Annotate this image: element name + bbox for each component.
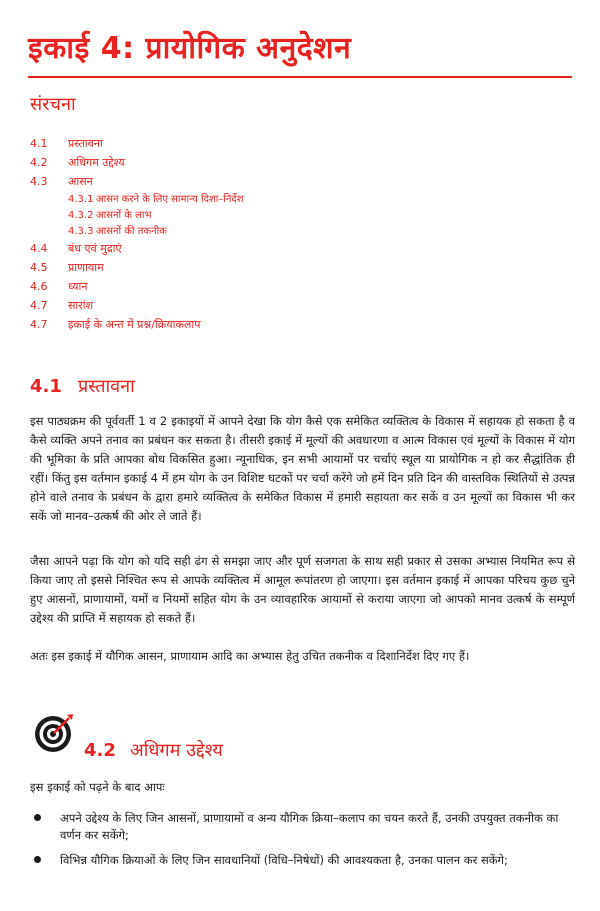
toc-item [30, 299, 93, 313]
toc-number: 4.7 [30, 299, 48, 312]
list-item-text: विभिन्न यौगिक क्रियाओं के लिए जिन सावधानियों (विधि–निषेधों) की आवश्यकता है, उनका पालन कर सकेंगे; [60, 853, 508, 867]
toc-number: 4.5 [30, 261, 48, 274]
list-item [30, 810, 578, 844]
paragraph: जैसा आपने पढ़ा कि योग को यदि सही ढंग से समझा जाए और पूर्ण सजगता के साथ सही प्रकार से उसका अभ्यास नियमित रूप से किया जाए तो इससे निश्चित रूप से आपके व्यक्तित्व में आमूल रूपांतरण हो जाएगा। इस वर्तमान इकाई में आपका परिचय कुछ चुने हुए आसनों, प्राणायामों, यमों व नियमों सहित योग के उन व्यावहारिक आयामों से कराया जाएगा जो आपको मानव उत्कर्ष के सम्पूर्ण उद्देश्य की प्राप्ति में सहायक हो सकते हैं। [30, 554, 575, 625]
toc-subitem [68, 193, 244, 207]
toc-item [30, 318, 200, 332]
toc-number: 4.3.1 [68, 194, 94, 205]
toc-number: 4.1 [30, 137, 48, 150]
toc-number: 4.3 [30, 175, 48, 188]
toc-label: प्राणायाम [68, 261, 104, 274]
toc-label: आसन [68, 175, 93, 188]
toc-number: 4.7 [30, 318, 48, 331]
structure-heading: संरचना [30, 94, 76, 115]
toc-item [30, 242, 122, 256]
section-heading-objectives [84, 738, 223, 762]
toc-label: इकाई के अन्त में प्रश्न/क्रियाकलाप [68, 318, 201, 331]
paragraph: इस पाठ्यक्रम की पूर्ववर्ती 1 व 2 इकाइयों में आपने देखा कि योग कैसे एक समेकित व्यक्तित्व के विकास में सहायक हो सकता है व कैसे व्यक्ति अपने तनाव का प्रबंधन कर सकता है। तीसरी इकाई में मूल्यों की अवधारणा व आत्म विकास एवं मूल्यों के विकास में योग की भूमिका के प्रति आपका बोध विकसित हुआ। न्यूनाधिक, इन सभी आयामों पर चर्चाएं स्थूल या प्रायोगिक न हो कर सैद्धांतिक ही रहीं। किंतु इस वर्तमान इकाई 4 में हम योग के उन विशिष्ट घटकों पर चर्चा करेंगे जो हमें दिन प्रति दिन की वास्तविक स्थितियों से उत्पन्न होने वाले तनाव के प्रबंधन के द्वारा हमारे व्यक्तित्व के समेकित विकास में हमारी सहायता कर सकें व उन मूल्यों का विकास भी कर सकें जो मानव–उत्कर्ष की ओर ले जाते हैं। [30, 414, 575, 523]
toc-label: आसनों की तकनीक [96, 226, 167, 237]
toc-item [30, 261, 104, 275]
toc-number: 4.2 [30, 156, 48, 169]
toc-label: प्रस्तावना [68, 137, 103, 150]
bullet-icon [34, 856, 41, 863]
toc-item [30, 137, 103, 151]
unit-title: इकाई 4: प्रायोगिक अनुदेशन [28, 31, 352, 66]
list-item [30, 852, 578, 869]
toc-number: 4.4 [30, 242, 48, 255]
toc-label: बंध एवं मुद्राएं [68, 242, 122, 255]
section-title: प्रस्तावना [78, 376, 135, 397]
toc-item [30, 175, 93, 189]
toc-label: ध्यान [68, 280, 88, 293]
toc-subitem [68, 209, 152, 223]
section-number: 4.1 [30, 376, 62, 397]
target-icon [33, 712, 75, 754]
list-item-text: अपने उद्देश्य के लिए जिन आसनों, प्राणायामों व अन्य यौगिक क्रिया–कलाप का चयन करते हैं, उनकी उपयुक्त तकनीक का वर्णन कर सकेंगे; [60, 811, 559, 842]
toc-item [30, 156, 125, 170]
section-number: 4.2 [84, 740, 116, 761]
toc-number: 4.6 [30, 280, 48, 293]
toc-item [30, 280, 87, 294]
toc-subitem [68, 225, 167, 239]
objectives-list [30, 810, 578, 877]
toc-number: 4.3.3 [68, 226, 94, 237]
section-heading-introduction [30, 374, 135, 398]
toc-number: 4.3.2 [68, 210, 94, 221]
section-title: अधिगम उद्देश्य [130, 740, 223, 761]
paragraph: अतः इस इकाई में यौगिक आसन, प्राणायाम आदि का अभ्यास हेतु उचित तकनीक व दिशानिर्देश दिए गए हैं। [30, 649, 470, 663]
toc-label: अधिगम उद्देश्य [68, 156, 125, 169]
toc-label: आसन करने के लिए सामान्य दिशा–निर्देश [96, 194, 244, 205]
toc-label: आसनों के लाभ [96, 210, 152, 221]
title-rule [28, 76, 572, 78]
toc-label: सारांश [68, 299, 94, 312]
objectives-intro: इस इकाई को पढ़ने के बाद आपः [30, 780, 165, 794]
bullet-icon [34, 814, 41, 821]
